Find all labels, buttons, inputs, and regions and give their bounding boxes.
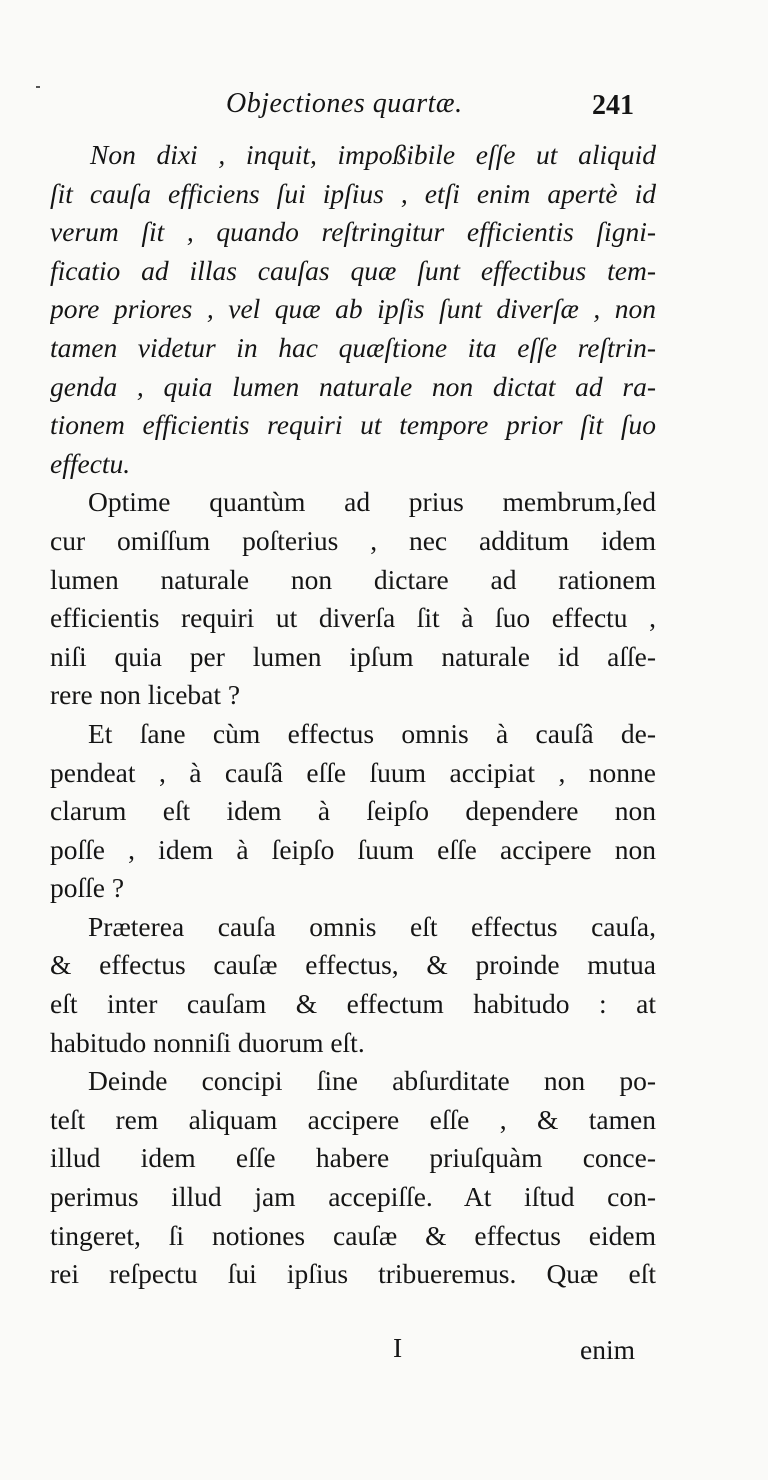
italic-quotation xyxy=(50,136,656,483)
page-number: 241 xyxy=(592,90,634,121)
catchword: enim xyxy=(580,1334,635,1365)
text-line: teſt rem aliquam accipere eſſe , & tamen xyxy=(50,1103,656,1135)
text-line: tionem efficientis requiri ut tempore prior ſit ſuo xyxy=(50,409,656,441)
text-line: niſi quia per lumen ipſum naturale id aſſe- xyxy=(50,640,656,672)
text-line: verum ſit , quando reſtringitur efficientis ſigni- xyxy=(50,216,656,248)
text-line: perimus illud jam accepiſſe. At iſtud con- xyxy=(50,1181,656,1213)
page-footer xyxy=(0,1332,768,1372)
text-line: genda , quia lumen naturale non dictat ad ra- xyxy=(50,370,656,402)
paragraph-praeterea xyxy=(50,908,656,1062)
text-line: Non dixi , inquit, impoßibile eſſe ut aliquid xyxy=(90,139,656,170)
text-line: rei reſpectu ſui ipſius tribueremus. Quæ eſt xyxy=(50,1258,656,1290)
running-title: Objectiones quartæ. xyxy=(226,88,463,119)
text-line: pore priores , vel quæ ab ipſis ſunt diverſæ , non xyxy=(50,293,656,325)
text-line: habitudo nonniſi duorum eſt. xyxy=(50,1026,365,1058)
signature-mark: I xyxy=(393,1332,403,1363)
running-head xyxy=(0,88,768,128)
text-line: poſſe , idem à ſeipſo ſuum eſſe accipere non xyxy=(50,833,656,865)
text-line: tamen videtur in hac quæſtione ita eſſe reſtrin- xyxy=(50,331,656,363)
text-line: clarum eſt idem à ſeipſo dependere non xyxy=(50,795,656,827)
text-line: rere non licebat ? xyxy=(50,679,241,711)
text-line: eſt inter cauſam & effectum habitudo : at xyxy=(50,988,656,1020)
text-line: poſſe ? xyxy=(50,872,125,904)
text-line: Præterea cauſa omnis eſt effectus cauſa, xyxy=(88,910,656,942)
text-line: tingeret, ſi notiones cauſæ & effectus eidem xyxy=(50,1219,656,1251)
text-line: efficientis requiri ut diverſa ſit à ſuo effectu , xyxy=(50,602,656,634)
paragraph-deinde xyxy=(50,1062,656,1294)
text-line: pendeat , à cauſâ eſſe ſuum accipiat , nonne xyxy=(50,756,656,788)
text-line: ficatio ad illas cauſas quæ ſunt effectibus tem- xyxy=(50,254,656,286)
paragraph-optime xyxy=(50,483,656,715)
text-line: Optime quantùm ad prius membrum,ſed xyxy=(88,486,656,518)
text-line: effectu. xyxy=(50,447,131,479)
text-line: Deinde concipi ſine abſurditate non po- xyxy=(88,1065,656,1097)
text-line: lumen naturale non dictare ad rationem xyxy=(50,563,656,595)
text-line: Et ſane cùm effectus omnis à cauſâ de- xyxy=(88,717,656,749)
text-line: ſit cauſa efficiens ſui ipſius , etſi enim apertè id xyxy=(50,177,656,209)
text-line: cur omiſſum poſterius , nec additum idem xyxy=(50,524,656,556)
text-line: & effectus cauſæ effectus, & proinde mutua xyxy=(50,949,656,981)
paragraph-et-sane xyxy=(50,715,656,908)
text-line: illud idem eſſe habere priuſquàm conce- xyxy=(50,1142,656,1174)
page-body xyxy=(50,136,656,1294)
